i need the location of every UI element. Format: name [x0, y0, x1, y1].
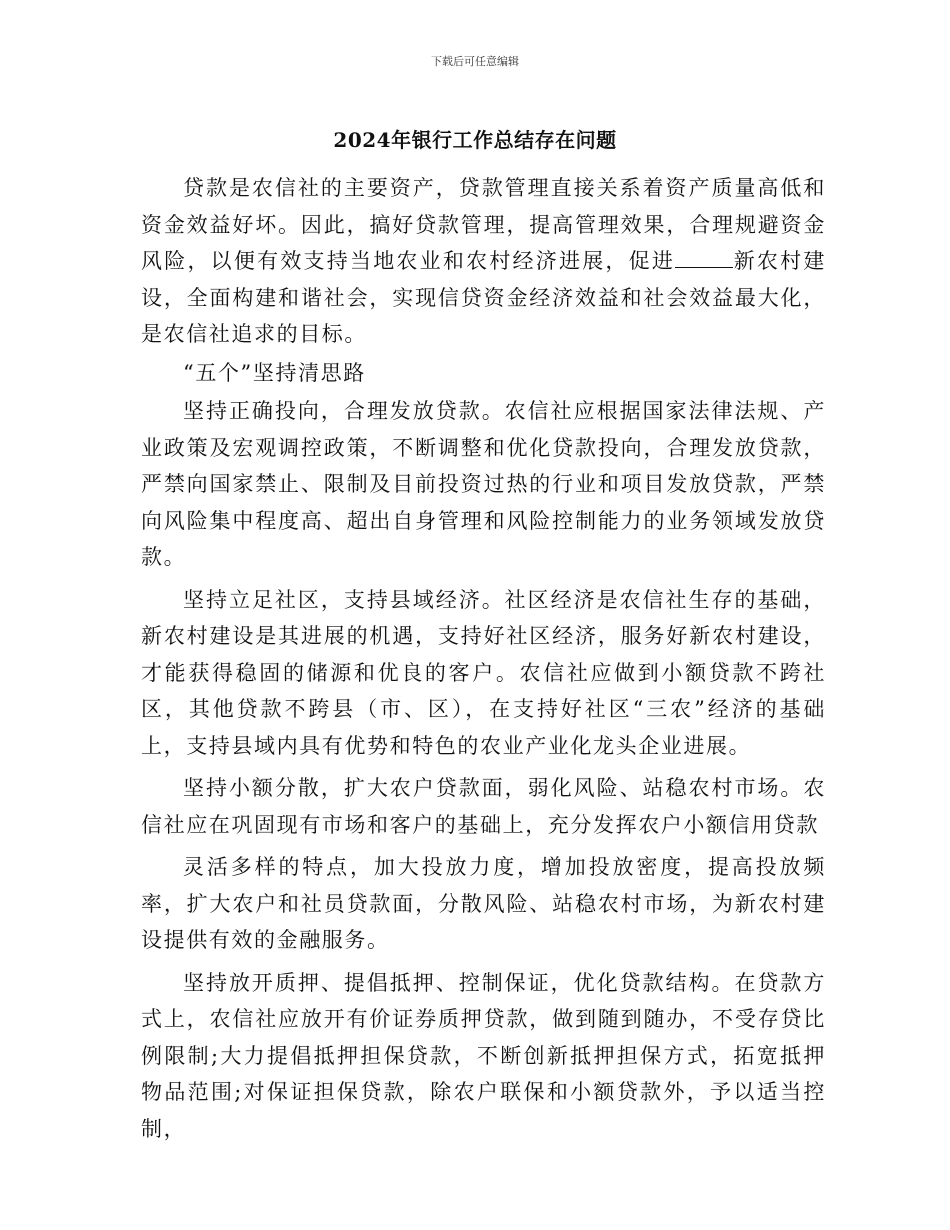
intro-text-part-2: 新农村建设，全面构建和谐社会，实现信贷资金经济效益和社会效益最大化，是农信社追求的目标。 — [141, 249, 826, 346]
paragraph-small-loans: 坚持小额分散，扩大农户贷款面，弱化风险、站稳农村市场。农信社应在巩固现有市场和客户的基础上，充分发挥农户小额信用贷款 — [141, 776, 826, 837]
intro-text-part-1: 贷款是农信社的主要资产，贷款管理直接关系着资产质量高低和资金效益好坏。因此，搞好贷款管理，提高管理效果，合理规避资金风险，以便有效支持当地农业和农村经济进展，促进 — [141, 176, 826, 273]
paragraph-correct-direction: 坚持正确投向，合理发放贷款。农信社应根据国家法律法规、产业政策及宏观调控政策，不断调整和优化贷款投向，合理发放贷款，严禁向国家禁止、限制及目前投资过热的行业和项目发放贷款，严禁向风险集中程度高、超出自身管理和风险控制能力的业务领域发放贷款。 — [141, 399, 826, 569]
paragraph-flexible-features: 灵活多样的特点，加大投放力度，增加投放密度，提高投放频率，扩大农户和社员贷款面，分散风险、站稳农村市场，为新农村建设提供有效的金融服务。 — [141, 855, 826, 952]
document-body — [141, 170, 826, 1147]
paragraph-intro — [141, 170, 826, 353]
paragraph-community-support: 坚持立足社区，支持县域经济。社区经济是农信社生存的基础，新农村建设是其进展的机遇，支持好社区经济，服务好新农村建设，才能获得稳固的储源和优良的客户。农信社应做到小额贷款不跨社区，其他贷款不跨县（市、区），在支持好社区“三农”经济的基础上，支持县域内具有优势和特色的农业产业化龙头企业进展。 — [141, 587, 826, 758]
section-heading: “五个”坚持清思路 — [183, 360, 366, 385]
document-title: 2024年银行工作总结存在问题 — [333, 128, 617, 152]
paragraph-collateral-structure: 坚持放开质押、提倡抵押、控制保证，优化贷款结构。在贷款方式上，农信社应放开有价证券质押贷款，做到随到随办，不受存贷比例限制;大力提倡抵押担保贷款，不断创新抵押担保方式，拓宽抵押物品范围;对保证担保贷款，除农户联保和小额贷款外，予以适当控制， — [141, 970, 826, 1141]
fill-in-blank — [675, 249, 733, 268]
page-header-note: 下载后可任意编辑 — [431, 55, 519, 68]
